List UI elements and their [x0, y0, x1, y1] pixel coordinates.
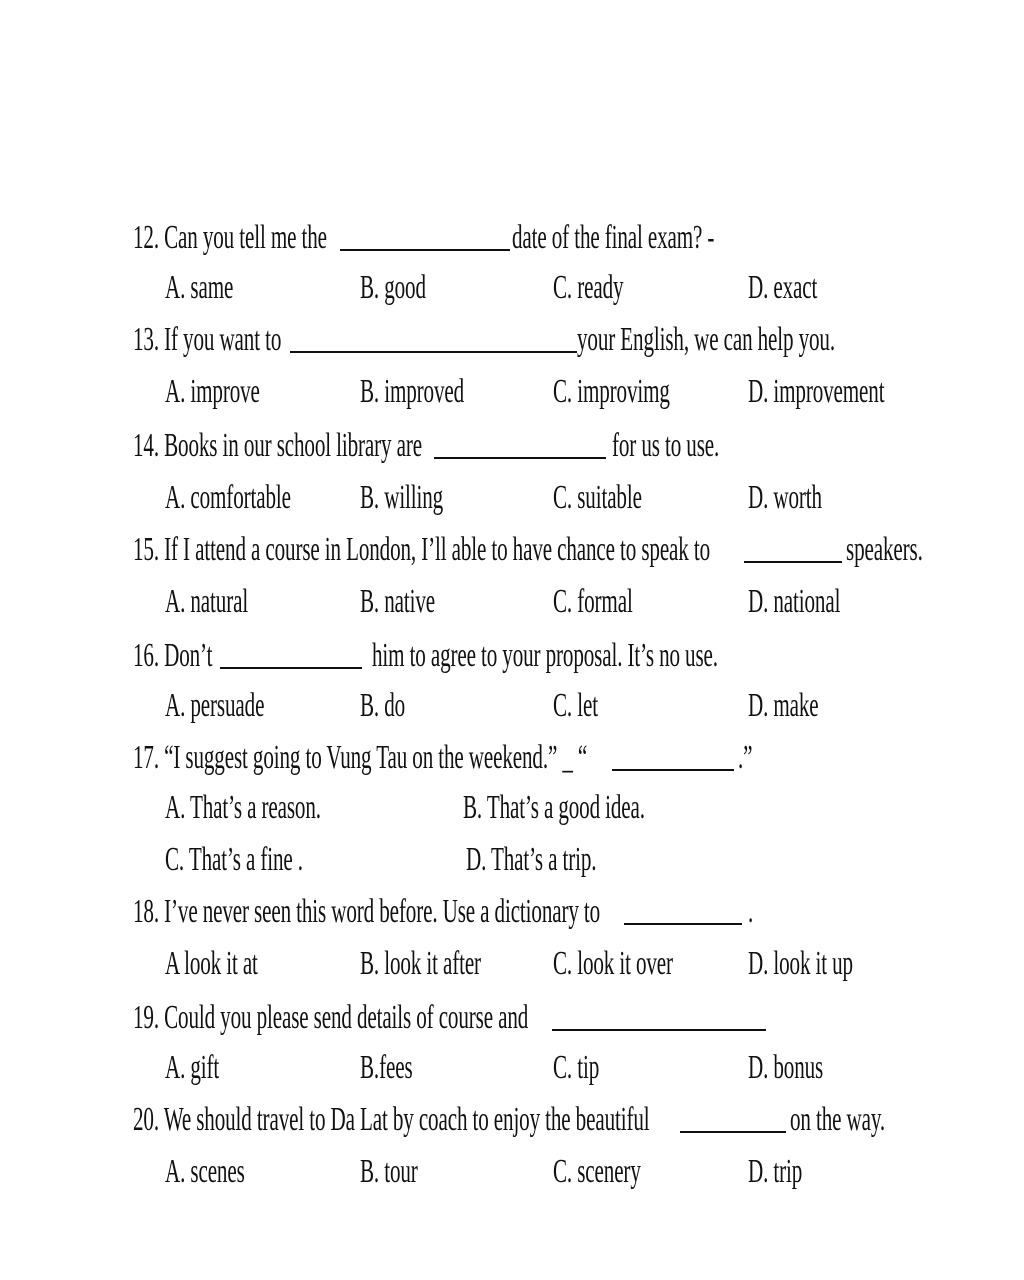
question-19-blank: [552, 1029, 766, 1031]
option-17-c: C. That’s a fine .: [165, 841, 303, 878]
question-15-options: [0, 576, 1024, 628]
question-19-options: [0, 1042, 1024, 1094]
option-13-a: A. improve: [165, 373, 260, 410]
option-18-b: B. look it after: [360, 945, 481, 982]
question-20-blank: [680, 1131, 786, 1133]
question-16-stem: [0, 630, 1024, 682]
option-19-c: C. tip: [553, 1049, 600, 1086]
option-13-d: D. improvement: [748, 373, 885, 410]
option-15-c: C. formal: [553, 583, 633, 620]
question-14-options: [0, 472, 1024, 524]
option-12-a: A. same: [165, 269, 234, 306]
option-18-a: A look it at: [165, 945, 258, 982]
option-14-a: A. comfortable: [165, 479, 291, 516]
question-12-stem: [0, 212, 1024, 264]
option-19-d: D. bonus: [748, 1049, 824, 1086]
option-16-a: A. persuade: [165, 687, 265, 724]
option-12-c: C. ready: [553, 269, 624, 306]
option-18-d: D. look it up: [748, 945, 853, 982]
question-17-text-after: .”: [738, 739, 753, 776]
question-12-options: [0, 262, 1024, 314]
option-18-c: C. look it over: [553, 945, 673, 982]
question-13-text-before: 13. If you want to: [133, 321, 282, 358]
option-17-b: B. That’s a good idea.: [463, 789, 645, 826]
option-14-c: C. suitable: [553, 479, 642, 516]
option-20-a: A. scenes: [165, 1153, 245, 1190]
option-16-d: D. make: [748, 687, 819, 724]
option-12-b: B. good: [360, 269, 426, 306]
option-12-d: D. exact: [748, 269, 818, 306]
option-13-b: B. improved: [360, 373, 465, 410]
question-14-text-before: 14. Books in our school library are: [133, 427, 422, 464]
question-20-options: [0, 1146, 1024, 1198]
question-16-options: [0, 680, 1024, 732]
question-16-text-after: him to agree to your proposal. It’s no use.: [372, 637, 718, 674]
question-20-text-before: 20. We should travel to Da Lat by coach to enjoy the beautiful: [133, 1101, 650, 1138]
option-15-d: D. national: [748, 583, 841, 620]
question-13-options: [0, 366, 1024, 418]
question-12-text-before: 12. Can you tell me the: [133, 219, 327, 256]
question-13-stem: [0, 314, 1024, 366]
question-15-text-after: speakers.: [846, 531, 923, 568]
option-15-a: A. natural: [165, 583, 249, 620]
question-15-blank: [744, 561, 842, 563]
question-14-blank: [434, 457, 606, 459]
question-17-options-row-1: [0, 782, 1024, 834]
option-14-d: D. worth: [748, 479, 822, 516]
question-15-text-before: 15. If I attend a course in London, I’ll able to have chance to speak to: [133, 531, 711, 568]
question-18-text-after: .: [748, 893, 754, 930]
question-13-text-after: your English, we can help you.: [577, 321, 835, 358]
question-18-blank: [624, 923, 742, 925]
question-16-text-before: 16. Don’t: [133, 637, 213, 674]
question-14-stem: [0, 420, 1024, 472]
question-18-stem: [0, 886, 1024, 938]
question-17-stem: [0, 732, 1024, 784]
question-16-blank: [220, 667, 362, 669]
question-18-options: [0, 938, 1024, 990]
question-19-text-before: 19. Could you please send details of course and: [133, 999, 529, 1036]
option-15-b: B. native: [360, 583, 435, 620]
question-17-options-row-2: [0, 834, 1024, 886]
question-17-text-before: 17. “I suggest going to Vung Tau on the weekend.” _ “: [133, 739, 588, 776]
option-17-d: D. That’s a trip.: [466, 841, 597, 878]
option-20-d: D. trip: [748, 1153, 803, 1190]
option-16-c: C. let: [553, 687, 598, 724]
question-18-text-before: 18. I’ve never seen this word before. Use a dictionary to: [133, 893, 601, 930]
option-13-c: C. improvimg: [553, 373, 670, 410]
question-12-blank: [340, 249, 510, 251]
option-20-b: B. tour: [360, 1153, 418, 1190]
option-19-a: A. gift: [165, 1049, 220, 1086]
option-14-b: B. willing: [360, 479, 444, 516]
question-17-blank: [612, 769, 734, 771]
question-20-stem: [0, 1094, 1024, 1146]
question-19-stem: [0, 992, 1024, 1044]
question-20-text-after: on the way.: [790, 1101, 886, 1138]
question-14-text-after: for us to use.: [612, 427, 720, 464]
option-16-b: B. do: [360, 687, 406, 724]
option-17-a: A. That’s a reason.: [165, 789, 321, 826]
question-13-blank: [290, 351, 577, 353]
option-20-c: C. scenery: [553, 1153, 641, 1190]
question-12-text-after: date of the final exam? -: [512, 219, 715, 256]
option-19-b: B.fees: [360, 1049, 413, 1086]
question-15-stem: [0, 524, 1024, 576]
